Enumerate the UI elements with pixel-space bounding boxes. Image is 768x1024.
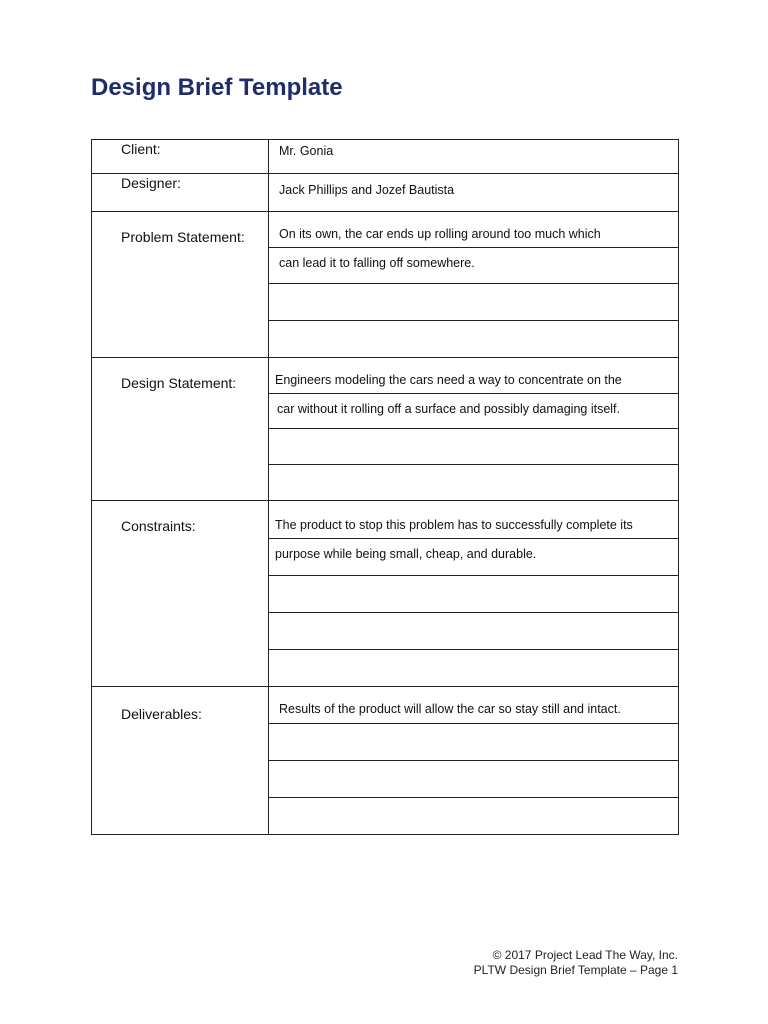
client-value-cell xyxy=(269,140,679,174)
client-line-1[interactable]: Mr. Gonia xyxy=(279,144,334,158)
constraints-lines xyxy=(269,501,678,686)
constraints-line-4[interactable] xyxy=(269,613,678,650)
problem-statement-lines xyxy=(269,212,678,357)
deliverables-label-cell xyxy=(92,687,269,835)
problem-statement-row xyxy=(92,212,679,358)
deliverables-label: Deliverables: xyxy=(121,706,202,722)
problem-statement-value-cell xyxy=(269,212,679,358)
design-statement-line-1[interactable]: Engineers modeling the cars need a way to concentrate on the xyxy=(269,358,678,394)
design-statement-line-2[interactable]: car without it rolling off a surface and possibly damaging itself. xyxy=(269,394,678,429)
design-statement-lines xyxy=(269,358,678,500)
design-statement-row xyxy=(92,358,679,501)
designer-row xyxy=(92,174,679,212)
client-label-cell xyxy=(92,140,269,174)
constraints-line-3[interactable] xyxy=(269,576,678,613)
designer-label: Designer: xyxy=(121,175,181,191)
design-brief-table xyxy=(91,139,679,835)
constraints-label: Constraints: xyxy=(121,518,196,534)
deliverables-line-4[interactable] xyxy=(269,798,678,834)
problem-statement-label-cell xyxy=(92,212,269,358)
problem-statement-line-4[interactable] xyxy=(269,321,678,357)
designer-value-cell xyxy=(269,174,679,212)
deliverables-line-3[interactable] xyxy=(269,761,678,798)
constraints-row xyxy=(92,501,679,687)
problem-statement-line-2[interactable]: can lead it to falling off somewhere. xyxy=(269,248,678,284)
page-title: Design Brief Template xyxy=(91,74,343,101)
constraints-label-cell xyxy=(92,501,269,687)
problem-statement-line-3[interactable] xyxy=(269,284,678,321)
deliverables-row xyxy=(92,687,679,835)
copyright-text: © 2017 Project Lead The Way, Inc. xyxy=(492,948,678,962)
designer-line-1[interactable]: Jack Phillips and Jozef Bautista xyxy=(279,183,455,197)
problem-statement-label: Problem Statement: xyxy=(121,229,245,245)
design-statement-value-cell xyxy=(269,358,679,501)
constraints-line-5[interactable] xyxy=(269,650,678,686)
constraints-value-cell xyxy=(269,501,679,687)
deliverables-lines xyxy=(269,687,678,834)
design-statement-label: Design Statement: xyxy=(121,375,237,391)
page-footer xyxy=(474,948,678,978)
client-row xyxy=(92,140,679,174)
constraints-line-2[interactable]: purpose while being small, cheap, and durable. xyxy=(269,539,678,576)
design-statement-line-3[interactable] xyxy=(269,429,678,465)
problem-statement-line-1[interactable]: On its own, the car ends up rolling around too much which xyxy=(269,212,678,248)
designer-label-cell xyxy=(92,174,269,212)
deliverables-line-1[interactable]: Results of the product will allow the car so stay still and intact. xyxy=(269,687,678,724)
deliverables-value-cell xyxy=(269,687,679,835)
client-label: Client: xyxy=(121,141,161,157)
design-statement-line-4[interactable] xyxy=(269,465,678,500)
design-statement-label-cell xyxy=(92,358,269,501)
constraints-line-1[interactable]: The product to stop this problem has to successfully complete its xyxy=(269,501,678,539)
deliverables-line-2[interactable] xyxy=(269,724,678,761)
page-label: PLTW Design Brief Template – Page 1 xyxy=(473,963,678,977)
